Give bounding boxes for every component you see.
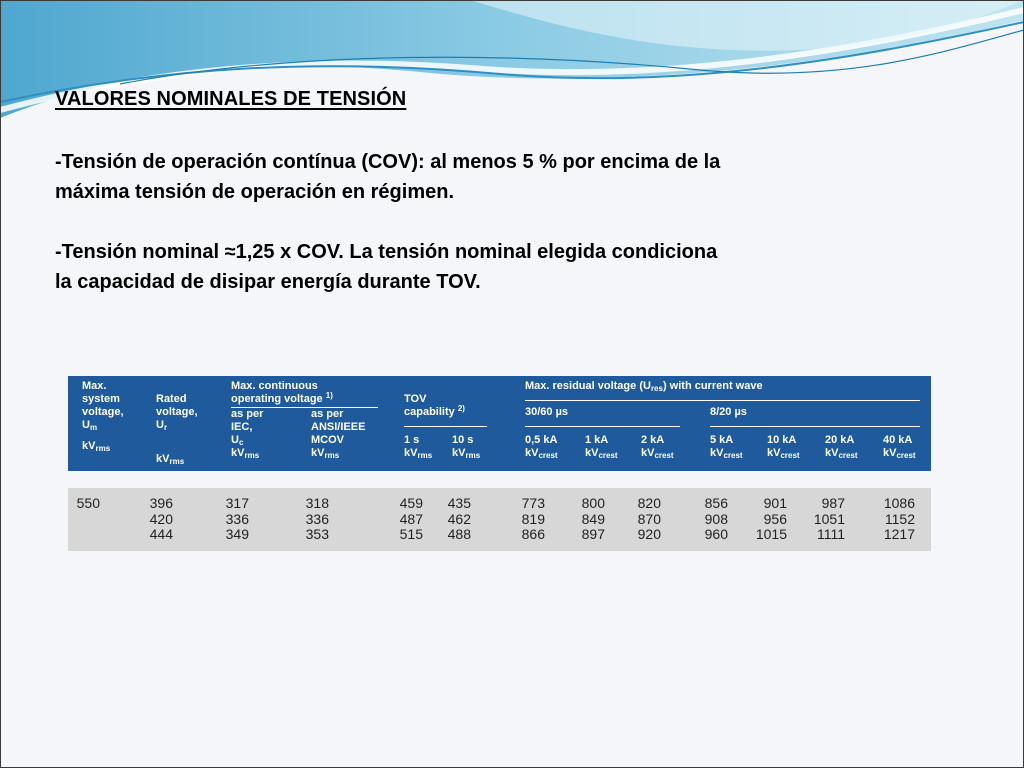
header-current-4: 10 kA $kV_{crest}$: [767, 434, 800, 460]
header-current-2: 2 kA $kV_{crest}$: [641, 434, 674, 460]
header-tov-1s: 1 s $kV_{rms}$: [404, 434, 433, 460]
header-wave-30-60: 30/60 µs: [525, 406, 569, 418]
paragraph-nominal-line-2: la capacidad de disipar energía durante TOV.: [55, 271, 481, 293]
header-max-residual-voltage: Max. residual voltage $(U_{res})$ with current wave: [525, 380, 763, 393]
header-current-3: 5 kA $kV_{crest}$: [710, 434, 743, 460]
table-cell: 1152: [884, 510, 915, 527]
table-cell: 773: [521, 495, 545, 511]
table-cell: 336: [225, 510, 249, 527]
table-cell: 819: [521, 510, 545, 527]
table-cell: 820: [637, 495, 661, 511]
paragraph-cov: [55, 147, 955, 207]
table-cell: 870: [637, 510, 661, 527]
table-cell: 956: [763, 510, 787, 527]
table-cell: 353: [305, 526, 329, 542]
paragraph-cov-line-2: máxima tensión de operación en régimen.: [55, 181, 455, 203]
table-cell: 459: [399, 495, 423, 511]
header-current-6: 40 kA $kV_{crest}$: [883, 434, 916, 460]
table-cell: 515: [399, 526, 423, 542]
header-current-0: 0,5 kA $kV_{crest}$: [525, 434, 558, 460]
table-cell: 488: [447, 526, 471, 542]
header-rule-8-20: [710, 426, 920, 427]
table-cell: 1015: [755, 526, 787, 542]
header-rule-30-60: [525, 426, 680, 427]
table-cell: 336: [305, 510, 329, 527]
table-cell: 1111: [816, 526, 845, 542]
header-max-continuous-operating-voltage: Max. continuous operating voltage $^{1)}$: [231, 380, 333, 405]
table-cell: 920: [637, 526, 661, 542]
table-cell: 318: [305, 495, 329, 511]
table-cell: 960: [704, 526, 728, 542]
table-cell: 1217: [883, 526, 915, 542]
table-cell: 901: [763, 495, 787, 511]
table-cell: 866: [521, 526, 545, 542]
table-cell: 1051: [813, 510, 845, 527]
table-cell: 349: [225, 526, 249, 542]
header-current-1: 1 kA $kV_{crest}$: [585, 434, 618, 460]
slide-heading: VALORES NOMINALES DE TENSIÓN: [55, 88, 407, 110]
table-cell: 800: [581, 495, 605, 511]
table-cell: 908: [704, 510, 728, 527]
header-current-5: 20 kA $kV_{crest}$: [825, 434, 858, 460]
header-ansi: as per ANSI/IEEE MCOV $kV_{rms}$: [311, 408, 366, 460]
header-tov-10s: 10 s $kV_{rms}$: [452, 434, 481, 460]
table-body: [68, 488, 931, 551]
paragraph-cov-line-1: -Tensión de operación contínua (COV): al menos 5 % por encima de la: [55, 151, 721, 173]
paragraph-nominal-line-1: -Tensión nominal ≈1,25 x COV. La tensión nominal elegida condiciona: [55, 241, 718, 263]
table-cell: 849: [581, 510, 605, 527]
table-cell: 897: [581, 526, 605, 542]
header-tov-capability: TOV capability $^{2)}$: [404, 393, 465, 418]
header-wave-8-20: 8/20 µs: [710, 406, 747, 418]
header-max-system-voltage: Max. system voltage, $U_m$ $kV_{rms}$: [82, 380, 124, 453]
table-cell: 396: [149, 495, 173, 511]
header-rated-voltage: Rated voltage, $U_r$ $kV_{rms}$: [156, 393, 198, 466]
paragraph-nominal-voltage: [55, 237, 955, 297]
table-cell: 1086: [883, 495, 915, 511]
header-rule-tov: [404, 426, 487, 427]
table-cell: 444: [149, 526, 173, 542]
header-iec: as per IEC, $U_c$ $kV_{rms}$: [231, 408, 264, 460]
table-cell: 550: [76, 495, 100, 511]
table-cell: 317: [225, 495, 249, 511]
table-cell: 435: [447, 495, 471, 511]
table-header: [68, 376, 931, 471]
table-cell: 420: [149, 510, 173, 527]
table-cell: 487: [399, 510, 423, 527]
table-cell: 462: [447, 510, 471, 527]
table-cell: 856: [704, 495, 728, 511]
table-cell: 987: [821, 495, 845, 511]
header-rule-residual: [525, 400, 920, 401]
